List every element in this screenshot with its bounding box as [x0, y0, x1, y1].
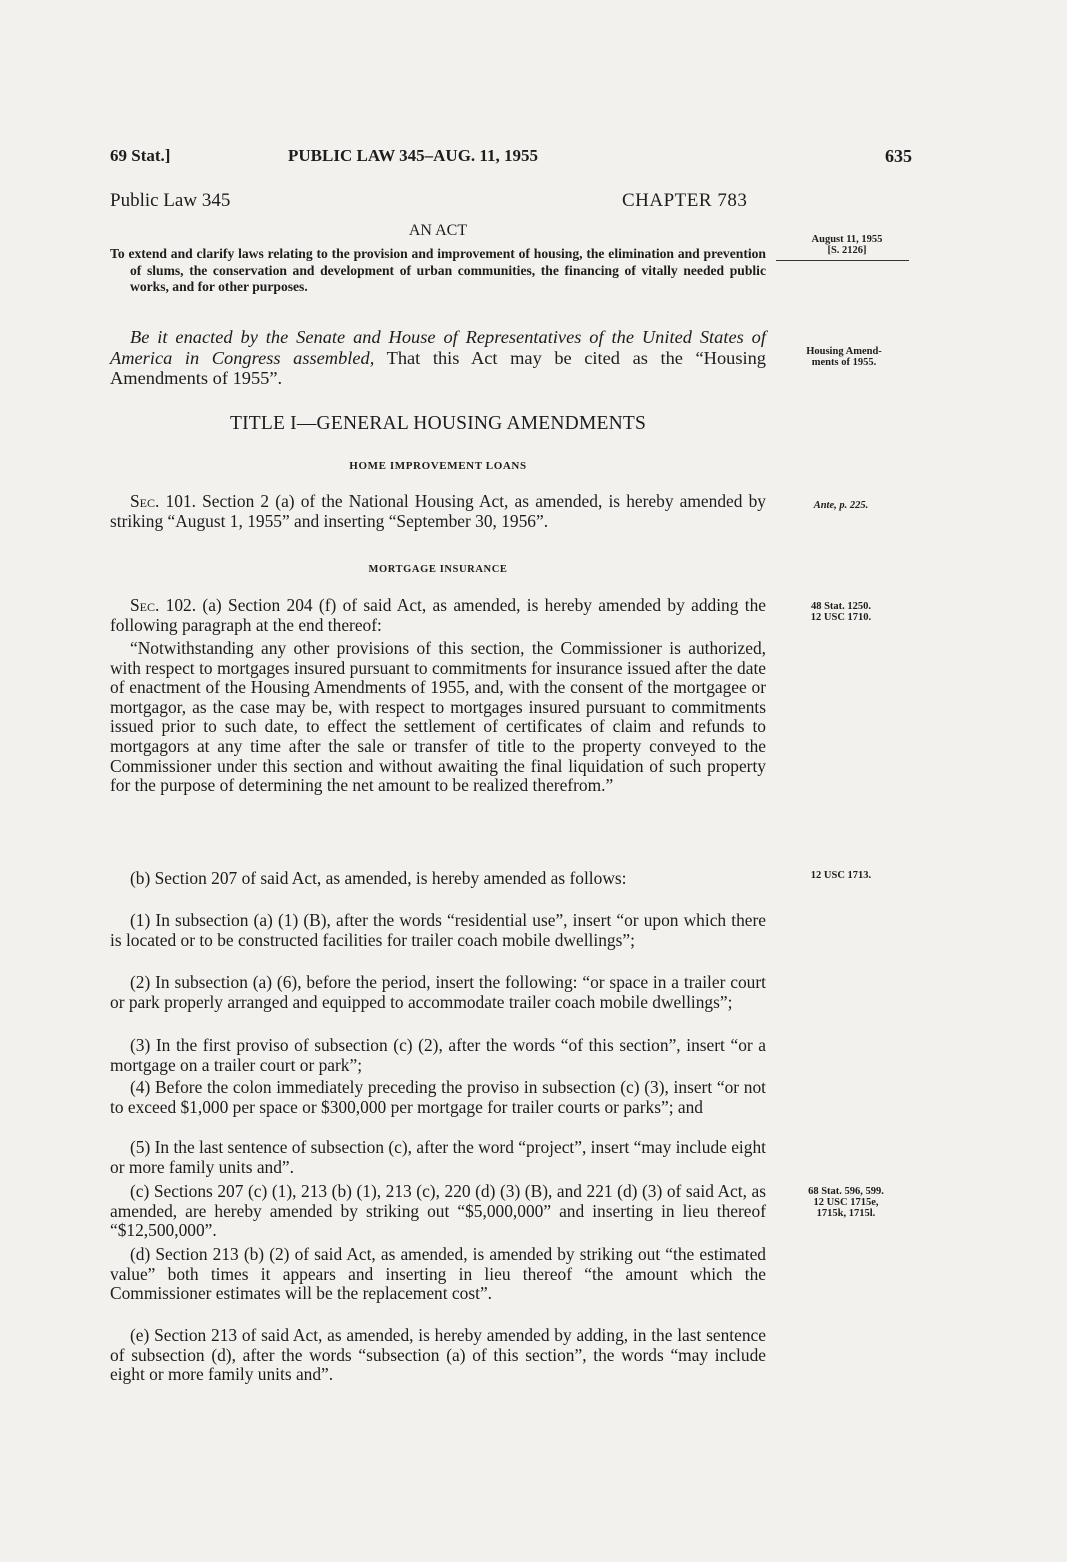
- subhead-mortgage-insurance: MORTGAGE INSURANCE: [368, 564, 508, 575]
- section-101: [110, 492, 766, 531]
- section-102-b: (b) Section 207 of said Act, as amended, is hereby amended as follows:: [130, 868, 627, 888]
- margin-note-stat-1: 48 Stat. 1250.: [810, 601, 872, 612]
- section-102-e: (e) Section 213 of said Act, as amended, is hereby amended by adding, in the last sentence of subsection (d), after the words “subsection (a) of this section”, the words “may include eight or more family units and”.: [110, 1325, 766, 1385]
- section-102-a-quote: “Notwithstanding any other provisions of this section, the Commissioner is authorized, with respect to mortgages insured pursuant to commitments for insurance issued after the date of enactment of the Housing Amendments of 1955, and, with the consent of the mortgagee or mortgagor, as the case may be, with respect to mortgages insured pursuant to commitments issued prior to such date, to effect the settlement of certificates of claim and refunds to mortgagors at any time after the sale or transfer of title to the property conveyed to the Commissioner under this section and without awaiting the final liquidation of such property for the purpose of determining the net amount to be realized therefrom.”: [110, 638, 766, 796]
- section-102-b-4: (4) Before the colon immediately preceding the proviso in subsection (c) (3), insert “or not to exceed $1,000 per space or $300,000 per mortgage for trailer courts or parks”; and: [110, 1077, 766, 1117]
- public-law-number: Public Law 345: [110, 190, 231, 211]
- margin-note-short-title-1: Housing Amend-: [806, 346, 882, 357]
- title-heading: TITLE I—GENERAL HOUSING AMENDMENTS: [229, 413, 647, 434]
- margin-note-usc-3b: 1715k, 1715l.: [816, 1208, 876, 1219]
- enacting-clause-italic: Be it enacted by the Senate and House of Representatives of the United States of America in Congress assembled,: [110, 327, 766, 368]
- running-header-left: 69 Stat.]: [110, 146, 171, 165]
- section-102-b-5: (5) In the last sentence of subsection (c), after the word “project”, insert “may include eight or more family units and”.: [110, 1137, 766, 1177]
- margin-note-usc-2: 12 USC 1713.: [810, 870, 872, 881]
- margin-note-usc-3: 12 USC 1715e,: [813, 1197, 879, 1208]
- margin-note-bill: [S. 2126]: [827, 245, 867, 256]
- chapter-number: CHAPTER 783: [622, 190, 748, 211]
- section-102-b-3: (3) In the first proviso of subsection (c) (2), after the words “of this section”, insert “or a mortgage on a trailer court or park”;: [110, 1035, 766, 1075]
- section-102-a: [110, 596, 766, 635]
- enacting-clause: [110, 327, 766, 389]
- margin-note-ante-text: Ante, p. 225.: [813, 500, 869, 511]
- enacting-clause-rest: That this Act may be cited as the “Housing Amendments of 1955”.: [110, 347, 766, 388]
- section-102-b-1: (1) In subsection (a) (1) (B), after the words “residential use”, insert “or upon which there is located or to be constructed facilities for trailer coach mobile dwellings”;: [110, 910, 766, 950]
- section-102-label: Sec. 102.: [130, 595, 197, 615]
- margin-note-ante: [776, 500, 906, 511]
- margin-note-date: August 11, 1955: [811, 234, 883, 245]
- running-header-title: PUBLIC LAW 345–AUG. 11, 1955: [288, 146, 538, 165]
- section-102-c: (c) Sections 207 (c) (1), 213 (b) (1), 213 (c), 220 (d) (3) (B), and 221 (d) (3) of said Act, as amended, are hereby amended by striking out “$5,000,000” and inserting in lieu thereof “$12,500,000”.: [110, 1181, 766, 1241]
- section-102-b-2: (2) In subsection (a) (6), before the period, insert the following: “or space in a trailer court or park properly arranged and equipped to accommodate trailer coach mobile dwellings”;: [110, 972, 766, 1012]
- act-label: AN ACT: [408, 222, 468, 239]
- section-102-a-text: (a) Section 204 (f) of said Act, as amended, is hereby amended by adding the following paragraph at the end thereof:: [110, 595, 766, 635]
- margin-note-short-title-2: ments of 1955.: [811, 357, 877, 368]
- margin-note-stat-2: 68 Stat. 596, 599.: [808, 1186, 884, 1197]
- act-purpose: To extend and clarify laws relating to the provision and improvement of housing, the elimination and prevention of slums, the conservation and development of urban communities, the financing of vitally needed public works, and for other purposes.: [110, 246, 766, 294]
- page-number: 635: [885, 146, 912, 166]
- section-101-label: Sec. 101.: [130, 491, 196, 511]
- section-102-d: (d) Section 213 (b) (2) of said Act, as amended, is amended by striking out “the estimated value” both times it appears and inserting in lieu thereof “the amount which the Commissioner estimates will be the replacement cost”.: [110, 1244, 766, 1304]
- margin-note-rule: [776, 260, 909, 261]
- margin-note-usc-1: 12 USC 1710.: [810, 612, 872, 623]
- section-101-text: Section 2 (a) of the National Housing Act, as amended, is hereby amended by striking “August 1, 1955” and inserting “September 30, 1956”.: [110, 491, 766, 531]
- subhead-home-improvement: HOME IMPROVEMENT LOANS: [349, 460, 527, 472]
